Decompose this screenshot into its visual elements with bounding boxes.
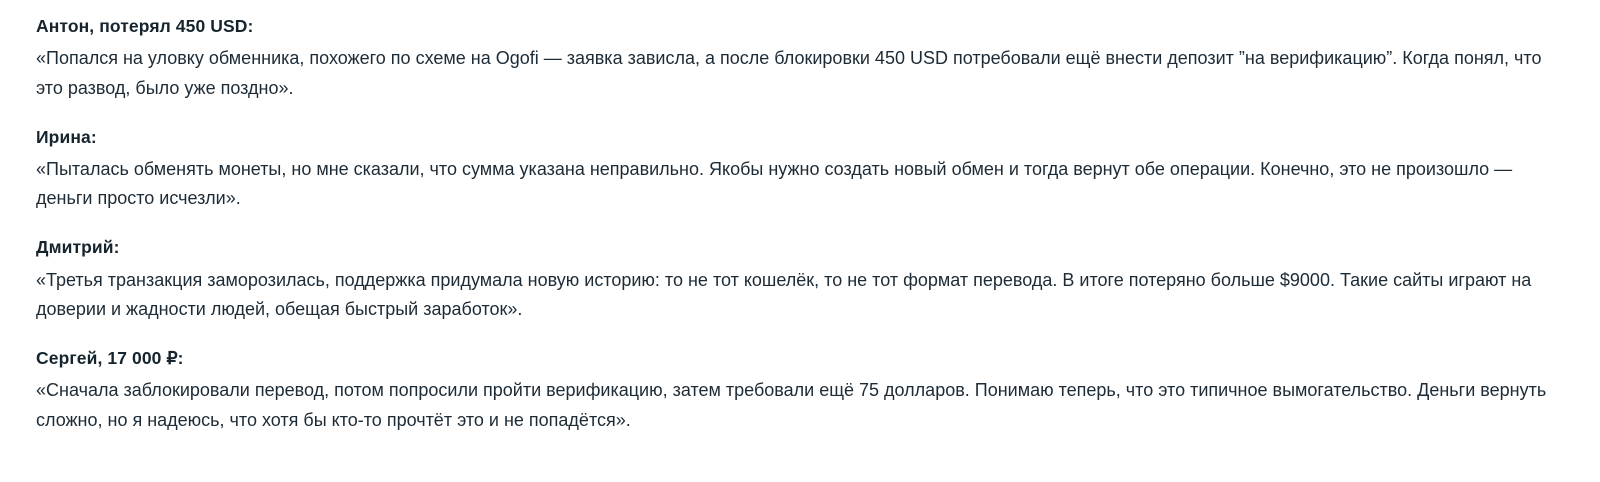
testimonial-item bbox=[36, 235, 1560, 324]
testimonial-item bbox=[36, 346, 1560, 435]
testimonial-item bbox=[36, 14, 1560, 103]
testimonial-quote: «Попался на уловку обменника, похожего по схеме на Ogofi — заявка зависла, а после блокировки 450 USD потребовали ещё внести депозит ”на верификацию”. Когда понял, что это развод, было уже поздно». bbox=[36, 48, 1542, 98]
testimonial-quote: «Третья транзакция заморозилась, поддержка придумала новую историю: то не тот кошелёк, то не тот формат перевода. В итоге потеряно больше $9000. Такие сайты играют на доверии и жадности людей, обещая быстрый заработок». bbox=[36, 269, 1532, 319]
testimonial-author: Антон, потерял 450 USD: bbox=[36, 16, 254, 36]
testimonial-item bbox=[36, 125, 1560, 214]
testimonial-author: Ирина: bbox=[36, 126, 97, 147]
testimonial-author: Сергей, 17 000 ₽: bbox=[36, 348, 184, 369]
testimonial-author: Дмитрий: bbox=[36, 237, 120, 258]
testimonial-quote: «Сначала заблокировали перевод, потом попросили пройти верификацию, затем требовали ещё 75 долларов. Понимаю теперь, что это типичное вымогательство. Деньги вернуть сложно, но я надеюсь, что хотя бы кто-то прочтёт это и не попадётся». bbox=[36, 380, 1547, 430]
testimonial-quote: «Пыталась обменять монеты, но мне сказали, что сумма указана неправильно. Якобы нужно создать новый обмен и тогда вернут обе операции. Конечно, это не произошло — деньги просто исчезли». bbox=[36, 159, 1513, 209]
